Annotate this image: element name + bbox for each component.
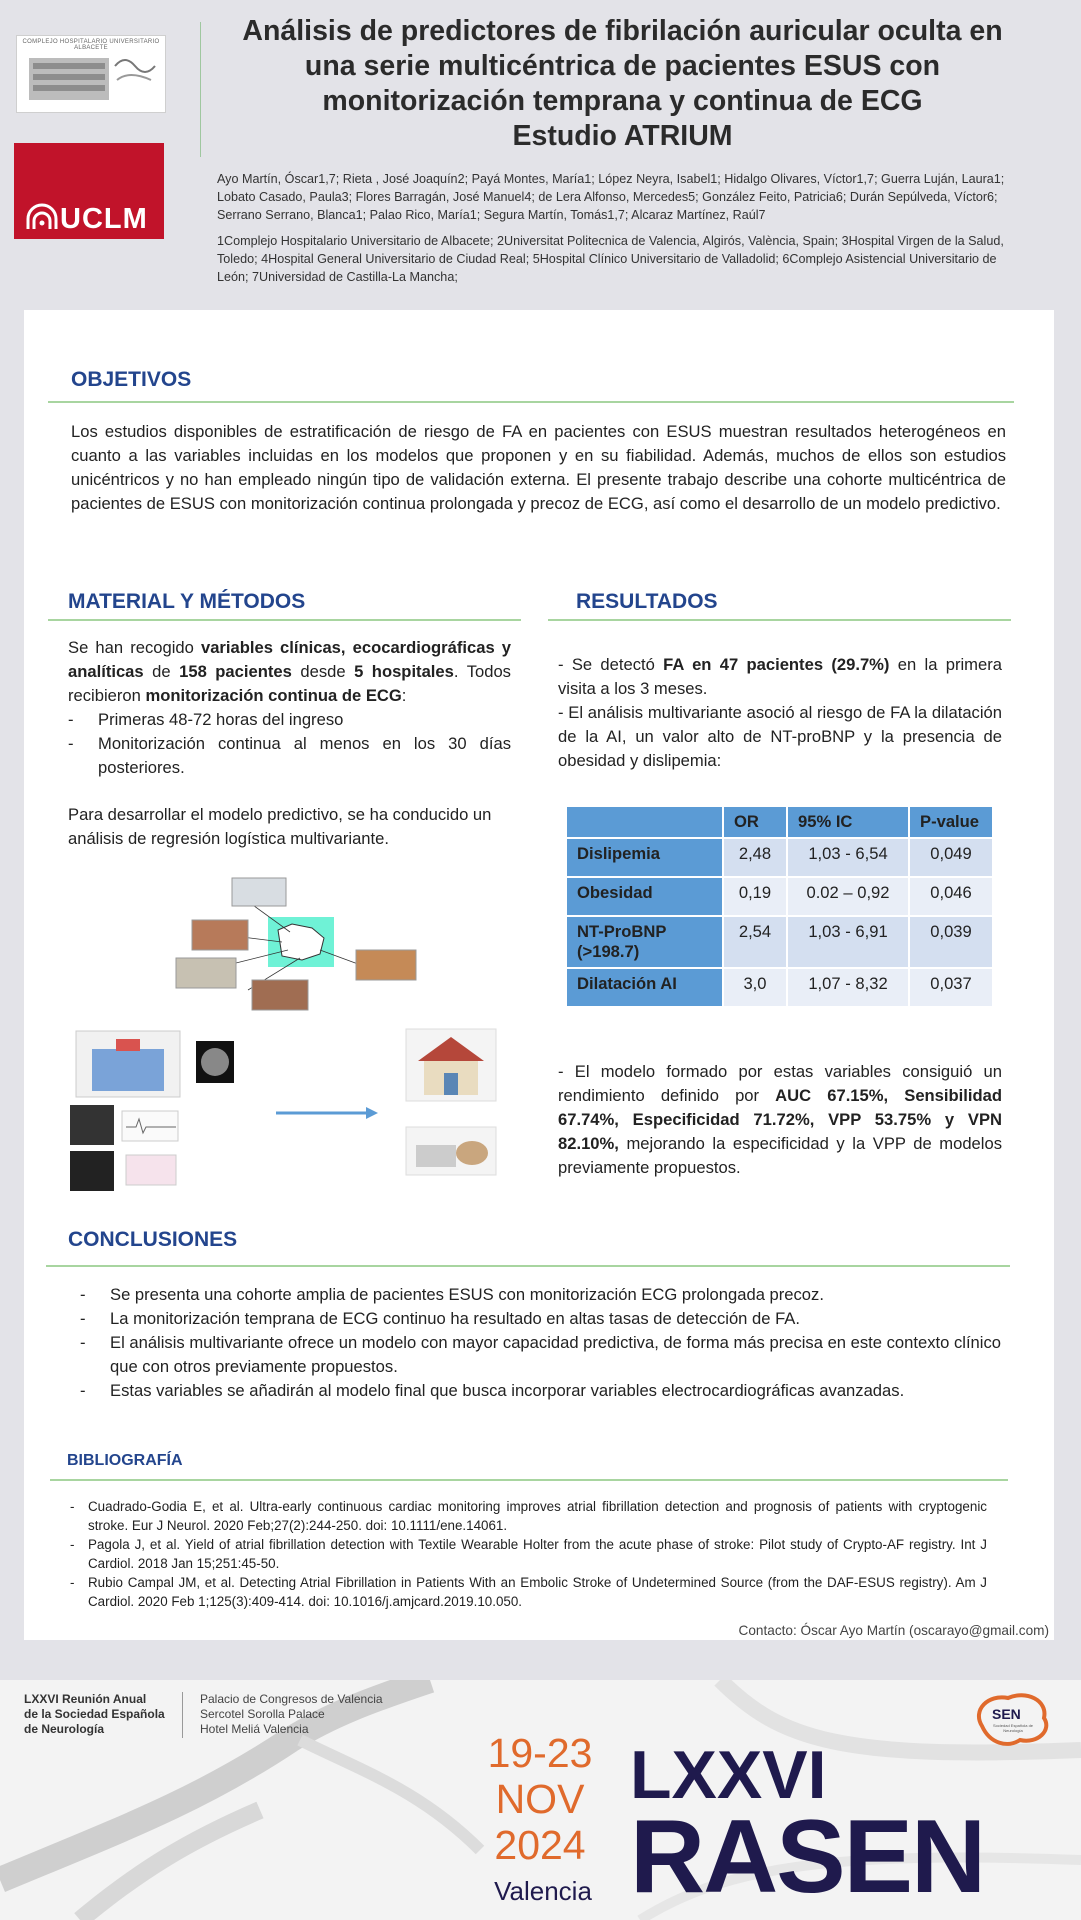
arrow-right-icon [366, 1107, 378, 1119]
title-line: una serie multicéntrica de pacientes ESUS con [304, 50, 941, 82]
resultados-text-2: - El análisis multivariante asoció al riesgo de FA la dilatación de la AI, un valor alto de NT-proBNP y la presencia de obesidad y dislipemia: [558, 703, 1002, 770]
hospitals-map-illustration [170, 872, 430, 1017]
hospital-photo-icon [232, 878, 286, 906]
uclm-logo-text: UCLM [60, 203, 148, 235]
hospital-photo-icon [252, 980, 308, 1010]
text-run: - Se detectó [558, 655, 664, 674]
table-cell-or: 3,0 [723, 968, 787, 1007]
text-run: en la primera visita a los 3 meses. [558, 655, 1002, 698]
table-cell-ic: 1,03 - 6,91 [787, 916, 909, 968]
bibliografia-list [70, 1497, 987, 1611]
dates-line: NOV [495, 1776, 585, 1822]
title-line: Estudio ATRIUM [512, 120, 733, 152]
metodos-text-2: Para desarrollar el modelo predictivo, se ha conducido un análisis de regresión logística multivariante. [68, 805, 492, 848]
ecg-sheet-icon [122, 1111, 178, 1141]
echocardiogram-icon [70, 1151, 114, 1191]
hospital-photo-icon [356, 950, 416, 980]
dates-line: 19-23 [487, 1730, 593, 1776]
title-line: monitorización temprana y continua de ECG [322, 85, 923, 117]
section-rule [548, 619, 1011, 621]
footer-divider [182, 1692, 183, 1738]
table-cell-p: 0,049 [909, 838, 993, 877]
text-run: - El modelo formado por estas variables consiguió un rendimiento definido por [558, 1062, 1002, 1105]
resultados-text [558, 653, 1002, 773]
venue-line: Palacio de Congresos de Valencia [200, 1692, 383, 1706]
venue-line: Sercotel Sorolla Palace [200, 1707, 325, 1721]
table-row-label: NT-ProBNP (>198.7) [566, 916, 723, 968]
metodos-heading: MATERIAL Y MÉTODOS [68, 590, 306, 613]
table-header-cell [566, 806, 723, 838]
sen-logo [968, 1690, 1056, 1748]
sen-logo-subtext: Sociedad Española de Neurología [992, 1723, 1034, 1733]
table-cell-or: 2,48 [723, 838, 787, 877]
uclm-emblem-icon [22, 203, 62, 233]
list-item: - Cuadrado-Godia E, et al. Ultra-early continuous cardiac monitoring improves atrial fibrillation detection and prognosis of patients with cryptogenic stroke. Eur J Neurol. 2020 Feb;27(2):244-250. doi: 10.1111/ene.14061. [70, 1497, 987, 1535]
table-row [566, 968, 993, 1007]
table-header-row [566, 806, 993, 838]
poster-title [215, 14, 1030, 154]
table-row [566, 838, 993, 877]
text-run: desde [291, 662, 355, 681]
table-cell-or: 0,19 [723, 877, 787, 916]
monitoring-illustration [66, 1027, 506, 1192]
conclusiones-list [80, 1283, 1001, 1403]
text-run: Se han recogido [68, 638, 201, 657]
text-run: 5 hospitales [354, 662, 454, 681]
contact-info: Contacto: Óscar Ayo Martín (oscarayo@gmail.com) [738, 1623, 1049, 1638]
venues [200, 1692, 383, 1737]
objetivos-heading: OBJETIVOS [71, 368, 192, 391]
text-run: FA en 47 pacientes (29.7%) [663, 655, 890, 674]
text-run: . Todos recibieron [68, 662, 511, 705]
patient-photo-icon [70, 1105, 114, 1145]
table-row [566, 916, 993, 968]
venue-line: Hotel Meliá Valencia [200, 1722, 309, 1736]
meeting-line: de la Sociedad Española [24, 1707, 165, 1721]
section-rule [48, 401, 1014, 403]
list-item: - Rubio Campal JM, et al. Detecting Atrial Fibrillation in Patients With an Embolic Stroke of Undetermined Source (from the DAF-ESUS registry). Am J Cardiol. 2020 Feb 1;125(3):409-414. doi: 10.1016/j.amjcard.2019.10.050. [70, 1573, 987, 1611]
table-cell-ic: 0.02 – 0,92 [787, 877, 909, 916]
header-divider [200, 22, 201, 157]
text-run: 158 pacientes [179, 662, 292, 681]
table-row-label: Obesidad [566, 877, 723, 916]
uclm-logo [14, 143, 164, 239]
congress-dates [480, 1730, 600, 1868]
congress-city: Valencia [494, 1876, 592, 1906]
results-table [565, 805, 994, 1008]
list-item: - Primeras 48-72 horas del ingreso [68, 708, 511, 732]
hospital-logo-caption: COMPLEJO HOSPITALARIO UNIVERSITARIO ALBACETE [22, 39, 160, 51]
list-item: - Pagola J, et al. Yield of atrial fibrillation detection with Textile Wearable Holter from the acute phase of stroke: Pilot study of Crypto-AF registry. Int J Cardiol. 2018 Jan 15;251:45-50. [70, 1535, 987, 1573]
resultados-heading: RESULTADOS [576, 590, 718, 613]
text-run: monitorización continua de ECG [145, 686, 402, 705]
table-cell-ic: 1,03 - 6,54 [787, 838, 909, 877]
table-row [566, 877, 993, 916]
dates-line: 2024 [494, 1822, 586, 1868]
text-run: mejorando la especificidad y la VPP de modelos previamente propuestos. [558, 1134, 1002, 1177]
table-row-label: Dilatación AI [566, 968, 723, 1007]
blood-sample-icon [126, 1155, 176, 1185]
list-item: - El análisis multivariante ofrece un modelo con mayor capacidad predictiva, de forma más precisa en este contexto clínico que con otros previamente propuestos. [80, 1331, 1001, 1379]
objetivos-text: Los estudios disponibles de estratificación de riesgo de FA en pacientes con ESUS muestran resultados heterogéneos en cuanto a las variables incluidas en los modelos que proponen y en su fiabilidad. Además, muchos de ellos son estudios unicéntricos y no han empleado ningún tipo de validación externa. El presente trabajo describe una cohorte multicéntrica de pacientes de ESUS con monitorización continua prolongada y precoz de ECG, así como el desarrollo de un modelo predictivo. [71, 422, 1006, 513]
congress-banner [0, 1680, 1081, 1920]
table-header-cell: 95% IC [787, 806, 909, 838]
list-item: - Se presenta una cohorte amplia de pacientes ESUS con monitorización ECG prolongada precoz. [80, 1283, 1001, 1307]
metodos-text [68, 636, 511, 780]
section-rule [50, 1479, 1008, 1481]
title-line: Análisis de predictores de fibrilación auricular oculta en [242, 15, 1003, 47]
metodos-list [68, 708, 511, 780]
hospital-photo-icon [176, 958, 236, 988]
meeting-line: de Neurología [24, 1722, 105, 1736]
meeting-line: LXXVI Reunión Anual [24, 1692, 147, 1706]
table-header-cell: OR [723, 806, 787, 838]
hospital-photo-icon [192, 920, 248, 950]
event-title-top: LXXVI [630, 1737, 827, 1813]
table-cell-p: 0,039 [909, 916, 993, 968]
table-header-cell: P-value [909, 806, 993, 838]
section-rule [46, 1265, 1010, 1267]
event-title-bottom: RASEN [630, 1799, 985, 1915]
sen-logo-text: SEN [992, 1706, 1021, 1722]
list-item: - Monitorización continua al menos en los 30 días posteriores. [68, 732, 511, 780]
list-item: - La monitorización temprana de ECG continuo ha resultado en altas tasas de detección de FA. [80, 1307, 1001, 1331]
table-cell-p: 0,046 [909, 877, 993, 916]
list-item: - Estas variables se añadirán al modelo final que busca incorporar variables electrocardiográficas avanzadas. [80, 1379, 1001, 1403]
text-run: de [143, 662, 180, 681]
text-run: variables clínicas, ecocardiográficas y analíticas [68, 638, 512, 681]
hospital-building-icon [17, 36, 165, 112]
text-run: AUC 67.15%, Sensibilidad 67.74%, Especificidad 71.72%, VPP 53.75% y VPN 82.10%, [558, 1086, 1002, 1153]
hospital-logo [16, 35, 166, 113]
authors: Ayo Martín, Óscar1,7; Rieta , José Joaquín2; Payá Montes, María1; López Neyra, Isabel1; Hidalgo Olivares, Víctor1,7; Guerra Luján, Laura1; Lobato Casado, Paula3; Flores Barragán, José Manuel4; de Lera Alfonso, Mercedes5; González Feito, Patricia6; Durán Sepúlveda, Víctor6; Serrano Serrano, Blanca1; Palao Rico, María1; Segura Martín, Tomás1,7; Alcaraz Martínez, Raúl7 [217, 172, 1005, 222]
bibliografia-heading: BIBLIOGRAFÍA [67, 1452, 183, 1469]
text-run: : [401, 686, 407, 705]
resultados-text-3 [558, 1060, 1002, 1180]
table-cell-ic: 1,07 - 8,32 [787, 968, 909, 1007]
table-cell-or: 2,54 [723, 916, 787, 968]
conclusiones-heading: CONCLUSIONES [68, 1228, 238, 1251]
table-row-label: Dislipemia [566, 838, 723, 877]
table-cell-p: 0,037 [909, 968, 993, 1007]
meeting-name [24, 1692, 165, 1737]
affiliations: 1Complejo Hospitalario Universitario de Albacete; 2Universitat Politecnica de Valencia, Algirós, València, Spain; 3Hospital Virgen de la Salud, Toledo; 4Hospital General Universitario de Ciudad Real; 5Hospital Clínico Universitario de Valladolid; 6Complejo Asistencial Universitario de León; 7Universidad de Castilla-La Mancha; [217, 234, 1004, 284]
section-rule [48, 619, 521, 621]
